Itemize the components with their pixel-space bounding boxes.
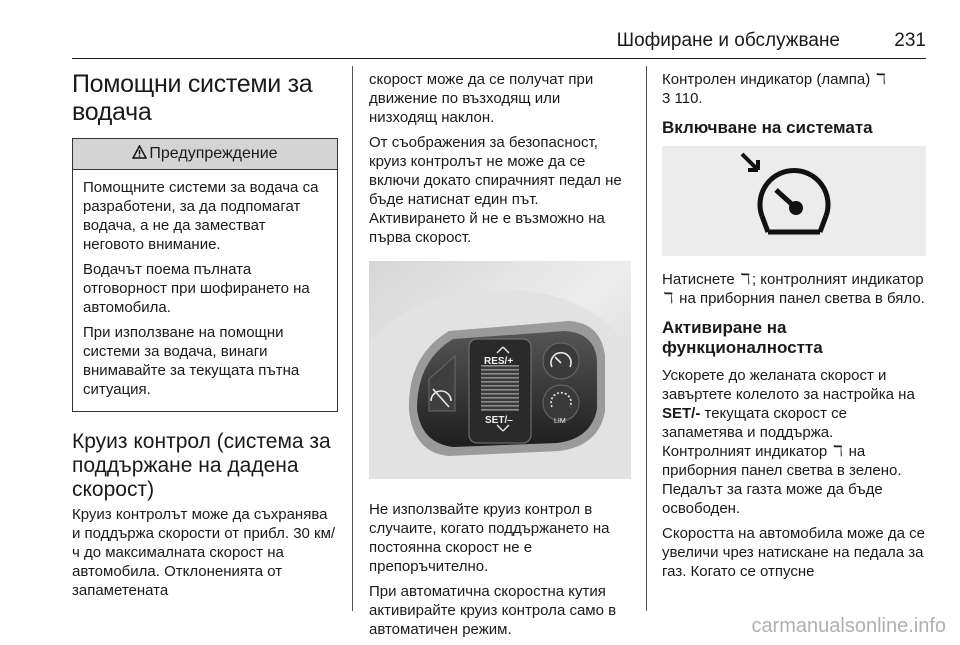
warning-paragraph: Водачът поема пълната отговорност при шофирането на автомобила. xyxy=(83,261,310,316)
warning-triangle-icon xyxy=(132,145,147,159)
header-rule xyxy=(72,58,926,59)
warning-header xyxy=(73,139,337,170)
page-number: 231 xyxy=(894,30,926,51)
cruise-indicator-icon: ℸ xyxy=(833,443,843,460)
activation-text: Ускорете до желаната скорост и завъртете колелото за настройка на xyxy=(662,367,915,403)
cruise-indicator-icon: ℸ xyxy=(740,271,751,288)
photo-label-lim: LIM xyxy=(554,418,566,425)
warning-paragraph: Помощните системи за водача са разработени, за да подпомагат водача, а не да заместват неговото внимание. xyxy=(83,179,319,253)
cruise-heading: Круиз контрол (система за поддържане на дадена скорост) xyxy=(72,430,331,501)
photo-label-res: RES/+ xyxy=(484,356,514,367)
press-paragraph xyxy=(662,270,926,308)
watermark: carmanualsonline.info xyxy=(751,615,946,637)
warning-label: Предупреждение xyxy=(149,145,278,162)
warning-box xyxy=(72,138,338,412)
paragraph: Скоростта на автомобила може да се увеличи чрез натискане на педала за газ. Когато се отпусне xyxy=(662,525,926,580)
steering-wheel-controls-photo xyxy=(369,261,631,479)
press-text: на приборния панел светва в бяло. xyxy=(679,290,925,307)
cruise-icon-box xyxy=(662,146,926,256)
press-text: ; контролният индикатор xyxy=(751,271,924,288)
indicator-paragraph xyxy=(662,70,926,108)
warning-body xyxy=(73,170,337,411)
cruise-control-indicator-icon xyxy=(662,146,926,256)
indicator-text: Контролен индикатор (лампа) xyxy=(662,71,871,88)
paragraph: При автоматична скоростна кутия активирайте круиз контрола само в автоматичен режим. xyxy=(369,583,617,638)
page-reference: 3 110. xyxy=(662,90,703,107)
press-text: Натиснете xyxy=(662,271,735,288)
activation-text: текущата скорост се запаметява и поддържа. Контролният индикатор xyxy=(662,405,847,460)
column-left xyxy=(72,70,338,606)
cruise-indicator-icon: ℸ xyxy=(663,290,674,307)
activation-paragraph xyxy=(662,366,926,518)
activation-heading: Активиране на функционалността xyxy=(662,318,823,357)
section-heading: Помощни системи за водача xyxy=(72,70,313,126)
warning-paragraph: При използване на помощни системи за водача, винаги внимавайте за текущата пътна ситуация. xyxy=(83,324,300,398)
column-right xyxy=(662,70,926,587)
paragraph: скорост може да се получат при движение по възходящ или низходящ наклон. xyxy=(369,71,594,126)
column-divider xyxy=(646,66,647,611)
column-middle xyxy=(369,70,631,645)
switch-on-heading: Включване на системата xyxy=(662,118,873,137)
section-title: Шофиране и обслужване xyxy=(616,30,840,51)
photo-label-set: SET/– xyxy=(485,415,513,426)
page-header xyxy=(72,28,926,58)
paragraph: От съображения за безопасност, круиз контролът не може да се включи докато спирачният педал не бъде натиснат един път. Активирането й не е възможно на първа скорост. xyxy=(369,134,622,246)
cruise-paragraph: Круиз контролът може да съхранява и поддържа скорости от прибл. 30 км/ч до максималната скорост на автомобила. Отклоненията от запаметената xyxy=(72,506,336,599)
set-keyword: SET/- xyxy=(662,405,701,422)
cruise-indicator-icon: ℸ xyxy=(876,71,886,88)
activation-text: на приборния панел светва в зелено. Педалът за газта може да бъде освободен. xyxy=(662,443,902,517)
paragraph: Не използвайте круиз контрол в случаите, когато поддържането на постоянна скорост не е препоръчително. xyxy=(369,501,610,575)
column-divider xyxy=(352,66,353,611)
